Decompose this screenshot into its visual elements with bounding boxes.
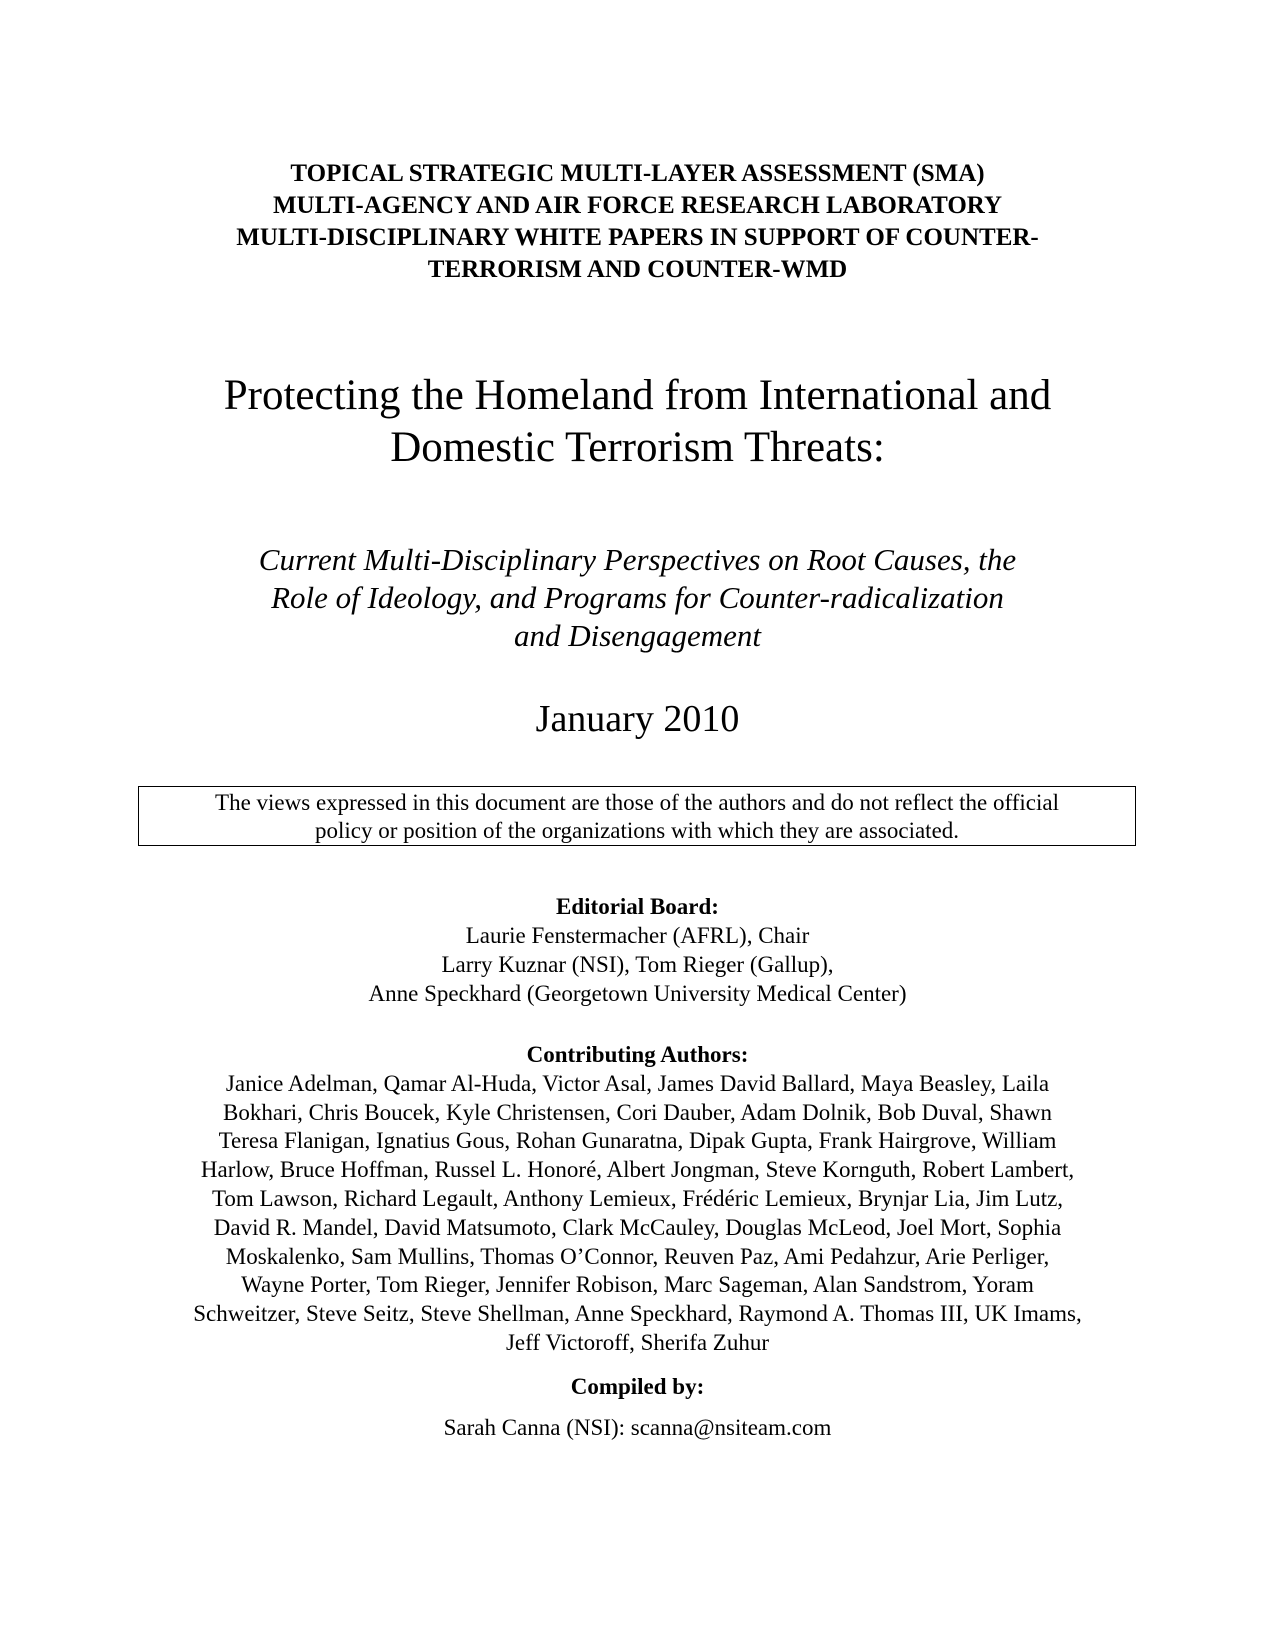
disclaimer-line: The views expressed in this document are those of the authors and do not reflect the official: [215, 790, 1059, 815]
authors-line: Jeff Victoroff, Sherifa Zuhur: [505, 1329, 770, 1355]
authors-line: Janice Adelman, Qamar Al-Huda, Victor Asal, James David Ballard, Maya Beasley, Laila: [225, 1070, 1050, 1096]
title-line: Domestic Terrorism Threats:: [390, 424, 885, 471]
editorial-board-member: Anne Speckhard (Georgetown University Medical Center): [368, 981, 907, 1006]
contributing-authors-heading: Contributing Authors:: [526, 1042, 749, 1067]
authors-line: Bokhari, Chris Boucek, Kyle Christensen, Cori Dauber, Adam Dolnik, Bob Duval, Shawn: [223, 1099, 1052, 1125]
authors-line: Tom Lawson, Richard Legault, Anthony Lemieux, Frédéric Lemieux, Brynjar Lia, Jim Lutz,: [211, 1185, 1064, 1211]
contributing-authors-section: [130, 1041, 1145, 1358]
subtitle-line: and Disengagement: [513, 618, 762, 653]
authors-line: Teresa Flanigan, Ignatius Gous, Rohan Gunaratna, Dipak Gupta, Frank Hairgrove, William: [218, 1128, 1057, 1154]
document-subtitle: [130, 541, 1145, 655]
authors-line: David R. Mandel, David Matsumoto, Clark McCauley, Douglas McLeod, Joel Mort, Sophia: [213, 1214, 1062, 1240]
publication-date: January 2010: [535, 698, 740, 740]
compiler-contact: Sarah Canna (NSI): scanna@nsiteam.com: [443, 1415, 832, 1440]
editorial-board-member: Laurie Fenstermacher (AFRL), Chair: [465, 923, 810, 948]
subtitle-line: Current Multi-Disciplinary Perspectives on Root Causes, the: [258, 542, 1017, 577]
editorial-board-member: Larry Kuznar (NSI), Tom Rieger (Gallup),: [441, 952, 834, 977]
editorial-board-heading: Editorial Board:: [556, 894, 719, 919]
editorial-board-section: [130, 892, 1145, 1008]
header-line: MULTI-DISCIPLINARY WHITE PAPERS IN SUPPORT OF COUNTER-: [236, 224, 1039, 251]
header-line: MULTI-AGENCY AND AIR FORCE RESEARCH LABORATORY: [272, 192, 1003, 219]
authors-line: Schweitzer, Steve Seitz, Steve Shellman, Anne Speckhard, Raymond A. Thomas III, UK Imams,: [193, 1301, 1082, 1327]
disclaimer-box: [138, 786, 1136, 846]
document-title: [130, 370, 1145, 474]
compiled-by-heading: Compiled by:: [570, 1374, 705, 1399]
report-series-header: [130, 158, 1145, 286]
title-line: Protecting the Homeland from International and: [223, 372, 1052, 419]
subtitle-line: Role of Ideology, and Programs for Counter-radicalization: [271, 580, 1004, 615]
disclaimer-line: policy or position of the organizations with which they are associated.: [314, 818, 960, 843]
header-line: TERRORISM AND COUNTER-WMD: [427, 256, 848, 283]
authors-line: Moskalenko, Sam Mullins, Thomas O’Connor, Reuven Paz, Ami Pedahzur, Arie Perliger,: [225, 1243, 1050, 1269]
authors-line: Wayne Porter, Tom Rieger, Jennifer Robison, Marc Sageman, Alan Sandstrom, Yoram: [241, 1272, 1034, 1298]
authors-line: Harlow, Bruce Hoffman, Russel L. Honoré, Albert Jongman, Steve Kornguth, Robert Lambert,: [200, 1157, 1075, 1183]
header-line: TOPICAL STRATEGIC MULTI-LAYER ASSESSMENT (SMA): [290, 160, 985, 187]
